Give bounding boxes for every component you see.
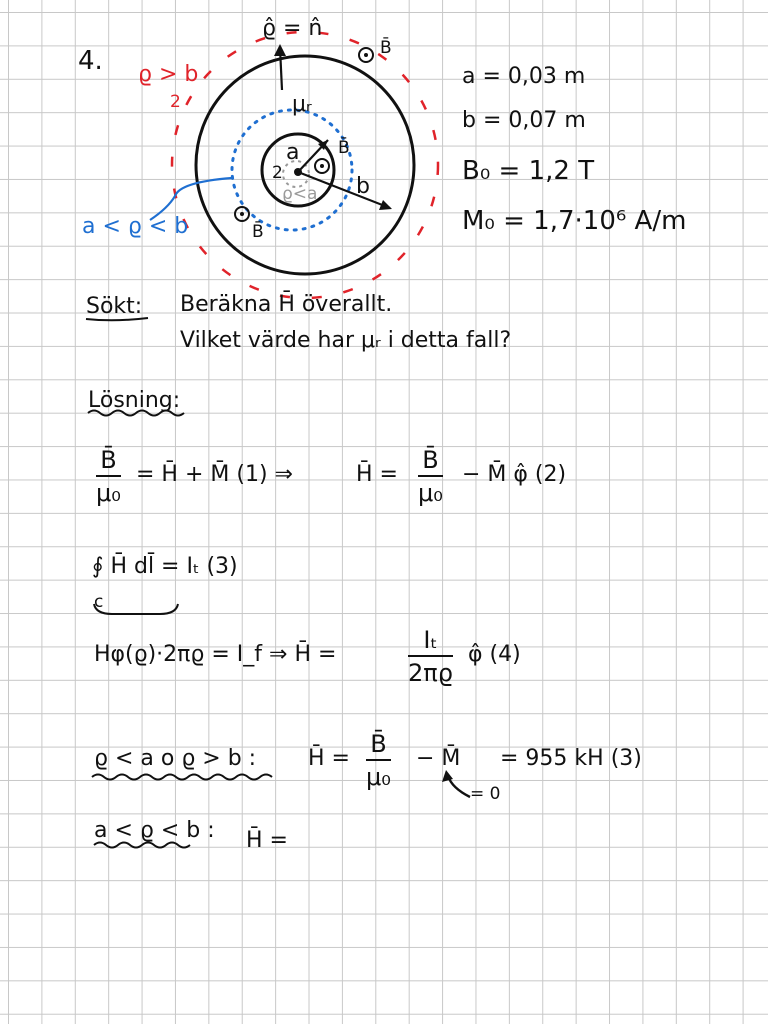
eq1-rest: = H̄ + M̄ (1) ⇒: [136, 462, 293, 487]
eq2-rest: − M̄ φ̂ (2): [462, 462, 567, 487]
eq2-fraction: [418, 448, 443, 505]
outside-loop-number: 2: [170, 92, 181, 112]
eq4-numerator: Iₜ: [408, 628, 453, 657]
case2-lhs: H̄ =: [246, 828, 288, 853]
case1-fraction: [366, 732, 391, 789]
eq1-denominator: μ₀: [96, 479, 121, 507]
outside-region-label: ϱ > b: [138, 62, 199, 87]
case1-label: ϱ < a o ϱ > b :: [94, 746, 257, 771]
eq3-contour-label: c: [94, 592, 104, 612]
eq2-denominator: μ₀: [418, 479, 443, 507]
case1-rest: − M̄: [416, 746, 461, 771]
case1-underline-wavy: [92, 775, 272, 780]
case1-lhs: H̄ =: [308, 746, 350, 771]
normal-arrowhead: [274, 44, 286, 56]
sokt-line-2: Vilket värde har μᵣ i detta fall?: [180, 328, 512, 353]
eq2-lhs: H̄ =: [356, 462, 398, 487]
inside-region-label: ϱ<a: [282, 184, 318, 204]
eq1-fraction: [96, 448, 121, 505]
b-field-label-lower: B̄: [252, 222, 264, 242]
mu-r-label: μᵣ: [292, 92, 312, 117]
given-a: a = 0,03 m: [462, 64, 586, 89]
eq2-numerator: B̄: [418, 448, 443, 477]
given-b0: B₀ = 1,2 T: [462, 156, 595, 186]
case1-result: = 955 kH (3): [500, 746, 642, 771]
eq4-lhs: Hφ(ϱ)·2πϱ = I_f ⇒ H̄ =: [94, 642, 337, 667]
given-m0: M₀ = 1,7·10⁶ A/m: [462, 206, 687, 236]
radius-a-label: a: [286, 140, 300, 165]
case1-numerator: B̄: [366, 732, 391, 761]
inner-loop-number: 2: [272, 163, 283, 183]
m-zero-arrowhead: [442, 770, 453, 782]
b-field-label-inner: B̄: [338, 138, 350, 158]
sokt-line-1: Beräkna H̄ överallt.: [180, 292, 393, 317]
contour-brace: [94, 604, 178, 614]
eq3: ∮ H̄ dl̄ = Iₜ (3): [92, 554, 238, 579]
eq4-rest: φ̂ (4): [468, 642, 521, 667]
eq1-numerator: B̄: [96, 448, 121, 477]
case2-label: a < ϱ < b :: [94, 818, 215, 843]
case1-m-zero-note: = 0: [470, 784, 501, 804]
problem-number: 4.: [78, 46, 103, 76]
normal-vector-label: ϱ̂ = n̂: [262, 16, 323, 41]
given-b: b = 0,07 m: [462, 108, 586, 133]
eq4-fraction: [408, 628, 453, 685]
case1-denominator: μ₀: [366, 763, 391, 791]
case2-underline-wavy: [94, 843, 190, 848]
sokt-heading: Sökt:: [86, 294, 143, 319]
radius-b-label: b: [356, 174, 370, 199]
b-field-label-top: B̄: [380, 38, 392, 58]
losning-heading: Lösning:: [88, 388, 181, 413]
eq4-denominator: 2πϱ: [408, 659, 453, 687]
between-region-label: a < ϱ < b: [82, 214, 189, 239]
